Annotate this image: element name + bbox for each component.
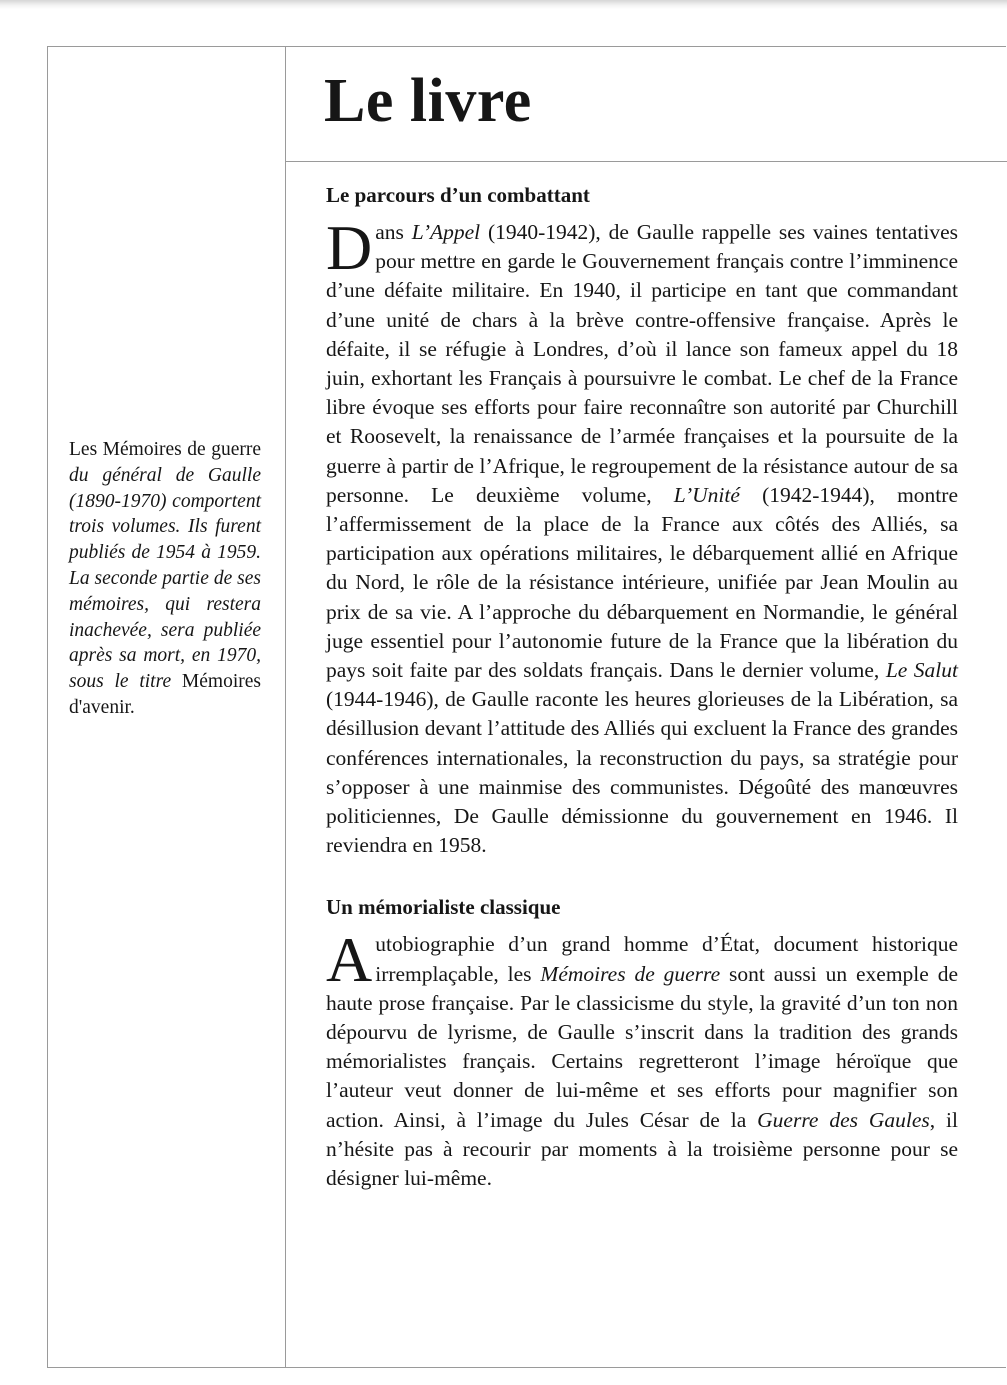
paragraph-text: utobiographie d’un grand homme d’État, document historique irremplaçable, les — [375, 932, 958, 986]
sidebar-note — [69, 437, 261, 721]
section-paragraph — [326, 212, 959, 860]
paragraph-text: , il n’hésite pas à recourir par moments à la troisième personne pour se désigner lui-même. — [326, 1107, 959, 1191]
book-title-text: L’Appel — [411, 220, 481, 244]
section-heading: Le parcours d’un combattant — [326, 183, 590, 207]
paragraph-text: ans — [375, 220, 412, 244]
paragraph-text: (1944-1946), de Gaulle raconte les heures glorieuses de la Libération, sa désillusion devant l’attitude des Alliés qui excluent la France des grandes conférences internationales, la reconstruction du pays, sa stratégie pour s’opposer à une mainmise des communistes. Dégoûté des manœuvres politiciennes, De Gaulle démissionne du gouvernement en 1946. Il reviendra en 1958. — [326, 687, 958, 858]
paragraph-text: sont aussi un exemple de haute prose française. Par le classicisme du style, la gravité d’un ton non dépourvu de lyrisme, de Gaulle s’inscrit dans la tradition des grands mémorialistes français. Certains regretteront l’image héroïque que l’auteur veut donner de lui-même et ses efforts pour magnifier son action. Ainsi, à l’image du Jules César de la — [326, 961, 958, 1132]
section-combattant — [326, 180, 958, 860]
section-paragraph — [326, 924, 959, 1193]
main-column — [326, 180, 958, 1193]
paragraph-text: (1942-1944), montre l’affermissement de la place de la France aux côtés des Alliés, sa participation aux opérations militaires, le débarquement allié en Afrique du Nord, le rôle de la résistance intérieure, unifiée par Jean Moulin au prix de sa vie. A l’approche du débarquement en Normandie, le général juge essentiel pour l’autonomie future de la France que la libération du pays soit faite par des soldats français. Dans le dernier volume, — [326, 482, 958, 683]
page-title: Le livre — [324, 67, 532, 135]
section-memorialiste — [326, 892, 958, 1193]
sidebar-text-3: Mémoires d'avenir. — [69, 671, 261, 718]
sidebar-text-2: du général de Gaulle (1890-1970) comportent trois volumes. Ils furent publiés de 1954 à 1959. La seconde partie de ses mémoires, qui restera inachevée, sera publiée après sa mort, en 1970, sous le titre — [69, 464, 261, 693]
book-title-text: Mémoires de guerre — [540, 961, 721, 986]
book-title-text: L’Unité — [673, 482, 740, 507]
book-title-text: Le Salut — [885, 658, 959, 683]
scan-edge — [0, 0, 1007, 9]
paragraph-text: (1940-1942), de Gaulle rappelle ses vaines tentatives pour mettre en garde le Gouvernement français contre l’imminence d’une défaite militaire. En 1940, il participe en tant que commandant d’une unité de chars à la brève contre-offensive française. Après le défaite, il se réfugie à Londres, d’où il lance son fameux appel du 18 juin, exhortant les Français à poursuivre le combat. Le chef de la France libre évoque ses efforts pour faire reconnaître son autorité par Churchill et Roosevelt, la renaissance de l’armée françaises et la poursuite de la guerre à partir de l’Afrique, le regroupement de la résistance autour de sa personne. Le deuxième volume, — [326, 220, 959, 507]
drop-cap: A — [326, 924, 373, 996]
drop-cap: D — [326, 212, 373, 283]
column-divider — [285, 46, 286, 1367]
section-heading: Un mémorialiste classique — [326, 895, 561, 920]
title-rule — [285, 161, 1007, 162]
book-title-text: Guerre des Gaules — [757, 1107, 930, 1132]
sidebar-text-1: Les Mémoires de guerre — [69, 439, 261, 460]
